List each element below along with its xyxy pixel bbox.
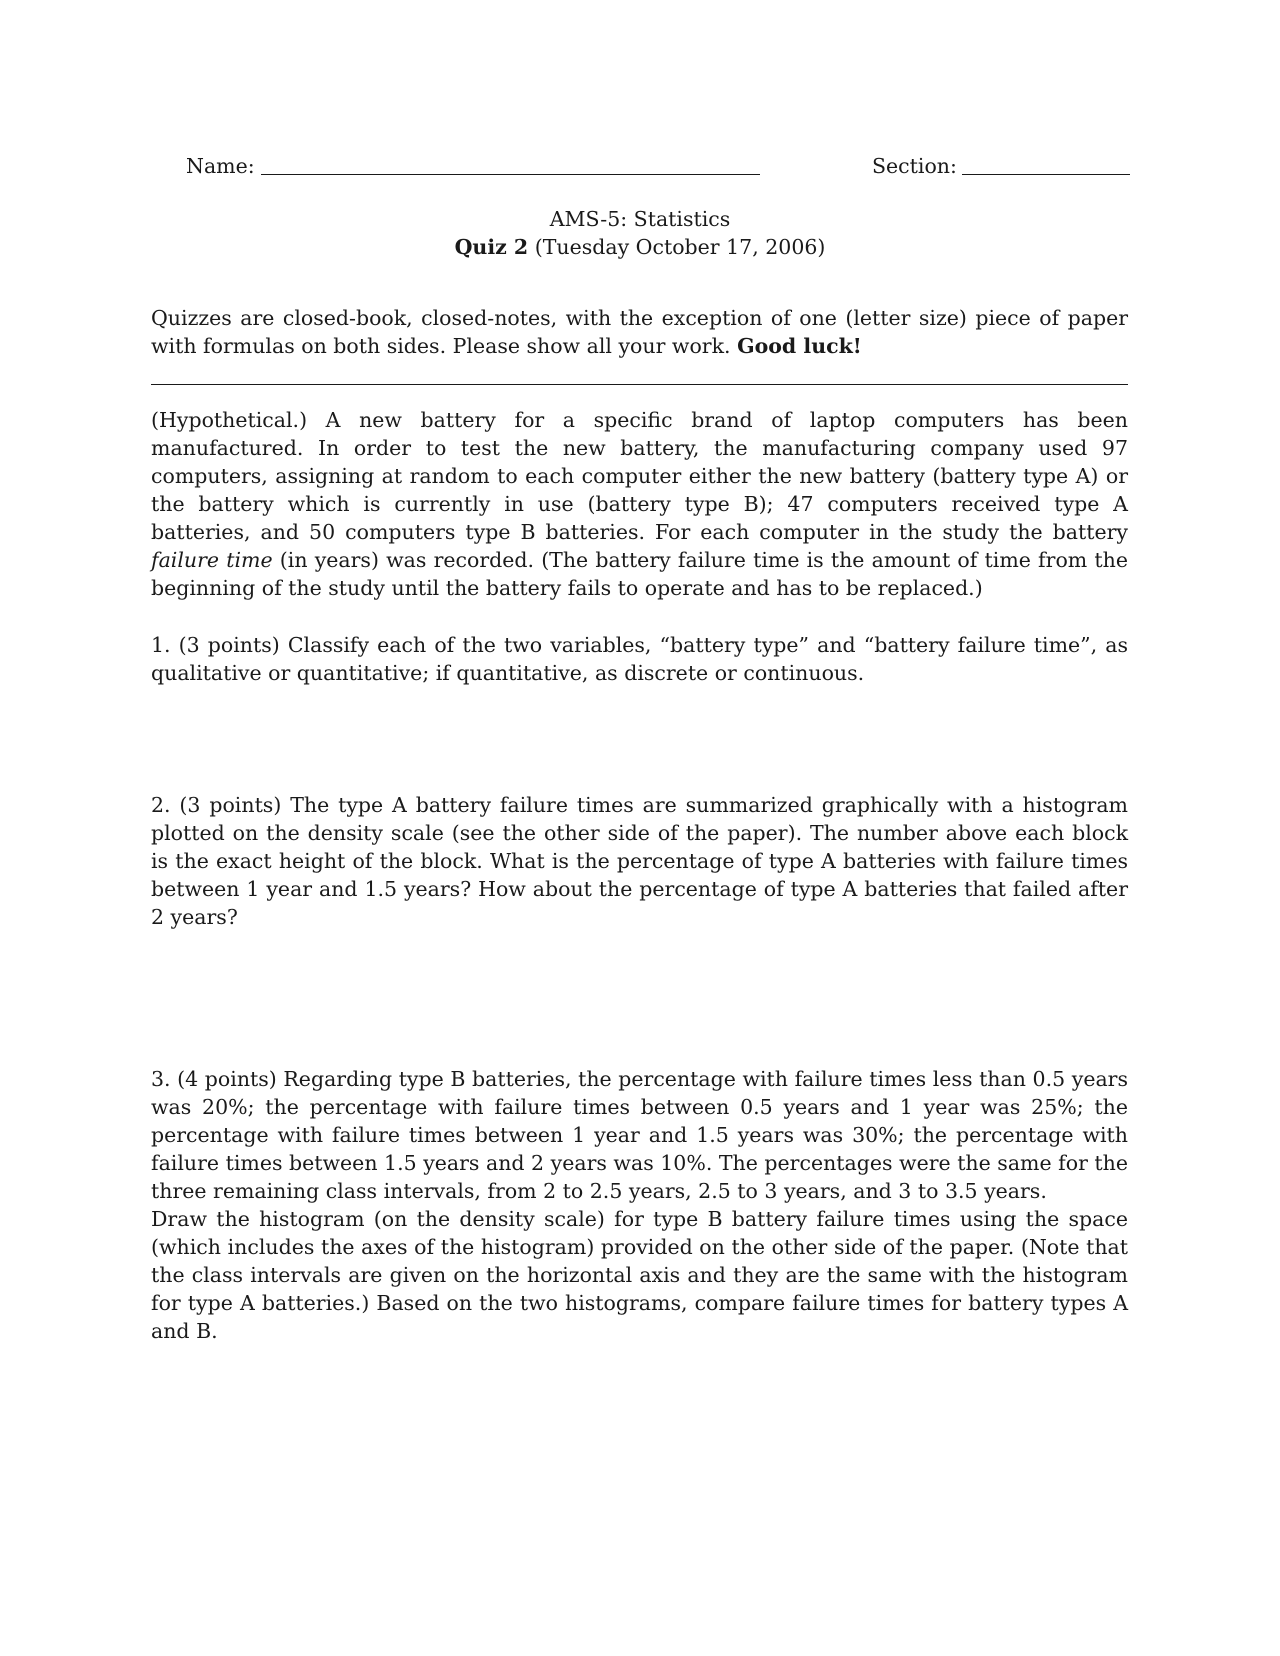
name-blank-line[interactable] bbox=[261, 174, 760, 175]
intro-paragraph bbox=[151, 406, 1128, 602]
instructions-text: Quizzes are closed-book, closed-notes, with the exception of one (letter size) piece of paper with formulas on both sides. Please show all your work. bbox=[151, 306, 1128, 358]
section-label: Section: bbox=[872, 154, 957, 178]
course-title: AMS-5: Statistics bbox=[549, 207, 731, 231]
good-luck: Good luck! bbox=[737, 334, 862, 358]
intro-part1: (Hypothetical.) A new battery for a specific brand of laptop computers has been manufactured. In order to test the new battery, the manufacturing company used 97 computers, assigning at random to each computer either the new battery (battery type A) or the battery which is currently in use (battery type B); 47 computers received type A batteries, and 50 computers type B batteries. For each computer in the study the battery bbox=[151, 408, 1128, 544]
divider bbox=[151, 384, 1128, 385]
name-label: Name: bbox=[186, 154, 255, 178]
intro-part2: (in years) was recorded. (The battery failure time is the amount of time from the beginning of the study until the battery fails to operate and has to be replaced.) bbox=[151, 548, 1128, 600]
question-2: 2. (3 points) The type A battery failure times are summarized graphically with a histogram plotted on the density scale (see the other side of the paper). The number above each block is the exact height of the block. What is the percentage of type A batteries with failure times between 1 year and 1.5 years? How about the percentage of type A batteries that failed after 2 years? bbox=[151, 793, 1128, 929]
quiz-title bbox=[0, 233, 1280, 261]
section-blank-line[interactable] bbox=[962, 174, 1130, 175]
intro-italic: failure time bbox=[151, 548, 273, 572]
question-1: 1. (3 points) Classify each of the two variables, “battery type” and “battery failure time”, as qualitative or quantitative; if quantitative, as discrete or continuous. bbox=[151, 633, 1128, 685]
instructions bbox=[151, 304, 1128, 360]
quiz-number: Quiz 2 bbox=[454, 235, 529, 259]
quiz-date: (Tuesday October 17, 2006) bbox=[534, 235, 826, 259]
question-3: 3. (4 points) Regarding type B batteries, the percentage with failure times less than 0.5 years was 20%; the percentage with failure times between 0.5 years and 1 year was 25%; the percentage with failure times between 1 year and 1.5 years was 30%; the percentage with failure times between 1.5 years and 2 years was 10%. The percentages were the same for the three remaining class intervals, from 2 to 2.5 years, 2.5 to 3 years, and 3 to 3.5 years. bbox=[151, 1067, 1128, 1203]
question-3-part2: Draw the histogram (on the density scale) for type B battery failure times using the space (which includes the axes of the histogram) provided on the other side of the paper. (Note that the class intervals are given on the horizontal axis and they are the same with the histogram for type A batteries.) Based on the two histograms, compare failure times for battery types A and B. bbox=[151, 1207, 1128, 1343]
